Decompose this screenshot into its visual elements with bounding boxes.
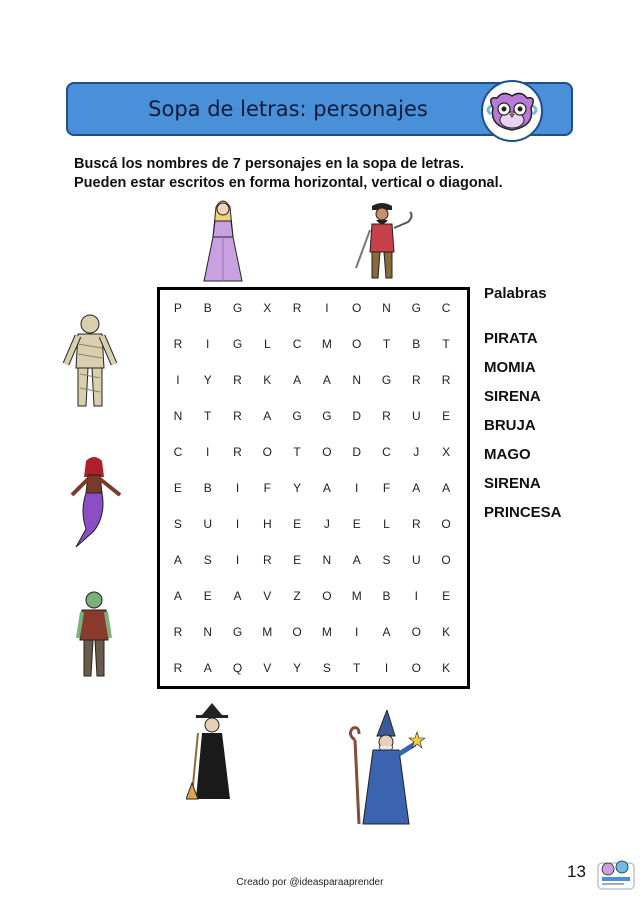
grid-cell: O — [352, 301, 362, 315]
grid-cell: K — [263, 373, 272, 387]
grid-cell: A — [173, 589, 182, 603]
grid-cell: A — [352, 553, 361, 567]
grid-cell: E — [442, 589, 451, 603]
grid-cell: G — [322, 409, 332, 423]
grid-cell: L — [383, 517, 390, 531]
grid-cell: U — [411, 409, 421, 423]
word-item: PIRATA — [484, 330, 538, 347]
princess-illustration — [200, 197, 246, 285]
grid-cell: C — [382, 445, 391, 459]
grid-cell: G — [411, 301, 421, 315]
pirate-illustration — [352, 200, 416, 282]
grid-cell: S — [382, 553, 391, 567]
grid-cell: O — [292, 625, 302, 639]
grid-cell: K — [442, 625, 451, 639]
grid-cell: Y — [203, 373, 212, 387]
word-item: MOMIA — [484, 359, 536, 376]
grid-cell: E — [203, 589, 212, 603]
grid-cell: R — [233, 409, 242, 423]
grid-cell: M — [262, 625, 273, 639]
grid-cell: E — [173, 481, 182, 495]
grid-cell: T — [293, 445, 301, 459]
instruction-line-2: Pueden estar escritos en forma horizontal, vertical o diagonal. — [74, 175, 503, 191]
word-list-title: Palabras — [484, 285, 547, 302]
grid-cell: I — [206, 337, 210, 351]
grid-cell: B — [382, 589, 391, 603]
instructions — [74, 155, 594, 193]
grid-cell: R — [233, 373, 242, 387]
word-list — [484, 285, 562, 527]
grid-cell: V — [263, 589, 272, 603]
letter-grid — [160, 290, 467, 686]
grid-cell: O — [322, 445, 332, 459]
grid-cell: C — [292, 337, 302, 351]
grid-cell: B — [203, 301, 212, 315]
grid-cell: R — [382, 409, 391, 423]
grid-cell: N — [352, 373, 362, 387]
grid-cell: R — [292, 301, 302, 315]
grid-cell: G — [292, 409, 302, 423]
grid-cell: R — [173, 625, 183, 639]
grid-cell: S — [322, 661, 331, 675]
grid-cell: A — [233, 589, 242, 603]
grid-cell: O — [441, 553, 451, 567]
word-item: MAGO — [484, 446, 531, 463]
grid-cell: O — [262, 445, 272, 459]
grid-cell: M — [321, 337, 332, 351]
grid-cell: A — [263, 409, 272, 423]
grid-cell: A — [293, 373, 302, 387]
grid-cell: R — [233, 445, 242, 459]
grid-cell: T — [353, 661, 361, 675]
grid-cell: C — [173, 445, 183, 459]
brand-logo — [596, 855, 636, 891]
grid-cell: D — [352, 409, 362, 423]
grid-cell: A — [412, 481, 421, 495]
grid-cell: T — [204, 409, 212, 423]
grid-cell: R — [262, 553, 272, 567]
grid-cell: I — [384, 661, 389, 675]
grid-cell: R — [441, 373, 451, 387]
grid-cell: S — [173, 517, 182, 531]
grid-cell: G — [232, 337, 243, 351]
owl-logo — [481, 80, 543, 142]
witch-illustration — [186, 703, 236, 805]
grid-cell: U — [411, 553, 421, 567]
grid-cell: B — [203, 481, 212, 495]
grid-cell: P — [173, 301, 182, 315]
grid-cell: R — [411, 517, 421, 531]
grid-cell: A — [322, 481, 331, 495]
grid-cell: I — [176, 373, 180, 387]
grid-cell: J — [413, 445, 420, 459]
grid-cell: D — [352, 445, 362, 459]
wizard-illustration — [345, 710, 425, 828]
grid-cell: X — [442, 445, 451, 459]
mermaid-illustration — [66, 455, 124, 550]
word-item: SIRENA — [484, 475, 541, 492]
grid-cell: I — [355, 481, 359, 495]
grid-cell: I — [355, 625, 359, 639]
word-item: BRUJA — [484, 417, 536, 434]
grid-cell: G — [232, 301, 243, 315]
grid-cell: U — [203, 517, 213, 531]
footer-credit: Creado por @ideasparaaprender — [236, 877, 384, 888]
grid-cell: O — [322, 589, 332, 603]
grid-cell: H — [262, 517, 272, 531]
grid-cell: R — [173, 661, 183, 675]
grid-cell: A — [382, 625, 391, 639]
grid-cell: I — [235, 517, 240, 531]
page-number: 13 — [567, 862, 586, 881]
grid-cell: A — [442, 481, 451, 495]
grid-cell: S — [203, 553, 212, 567]
grid-cell: O — [411, 625, 421, 639]
grid-cell: Q — [232, 661, 243, 675]
page-title: Sopa de letras: personajes — [148, 97, 428, 121]
grid-cell: E — [293, 517, 302, 531]
grid-cell: V — [263, 661, 272, 675]
grid-cell: Y — [293, 661, 302, 675]
grid-cell: E — [352, 517, 361, 531]
grid-cell: O — [352, 337, 362, 351]
grid-cell: I — [235, 481, 240, 495]
grid-cell: E — [442, 409, 451, 423]
grid-cell: N — [322, 553, 332, 567]
grid-cell: I — [206, 445, 210, 459]
instruction-line-1: Buscá los nombres de 7 personajes en la sopa de letras. — [74, 156, 465, 172]
grid-cell: E — [293, 553, 302, 567]
grid-cell: K — [442, 661, 451, 675]
grid-cell: O — [441, 517, 451, 531]
grid-cell: M — [351, 589, 362, 603]
grid-cell: Y — [293, 481, 302, 495]
grid-cell: R — [411, 373, 421, 387]
grid-cell: F — [263, 481, 271, 495]
grid-cell: R — [173, 337, 183, 351]
grid-cell: I — [325, 301, 329, 315]
zombie-illustration — [74, 588, 114, 680]
grid-cell: L — [263, 337, 271, 351]
grid-cell: I — [414, 589, 418, 603]
word-item: PRINCESA — [484, 504, 562, 521]
grid-cell: N — [203, 625, 213, 639]
grid-cell: I — [235, 553, 240, 567]
grid-cell: F — [382, 481, 391, 495]
grid-cell: X — [263, 301, 272, 315]
grid-cell: G — [232, 625, 243, 639]
grid-cell: A — [203, 661, 212, 675]
grid-cell: N — [173, 409, 183, 423]
grid-cell: B — [412, 337, 421, 351]
grid-cell: T — [442, 337, 450, 351]
grid-cell: M — [321, 625, 332, 639]
word-search-grid — [157, 287, 470, 689]
grid-cell: A — [322, 373, 331, 387]
grid-cell: Z — [293, 589, 301, 603]
word-item: SIRENA — [484, 388, 541, 405]
grid-cell: O — [411, 661, 421, 675]
grid-cell: G — [381, 373, 392, 387]
mummy-illustration — [62, 312, 118, 412]
grid-cell: T — [382, 337, 391, 351]
grid-cell: C — [441, 301, 451, 315]
grid-cell: A — [173, 553, 182, 567]
grid-cell: J — [323, 517, 330, 531]
grid-cell: N — [382, 301, 391, 315]
